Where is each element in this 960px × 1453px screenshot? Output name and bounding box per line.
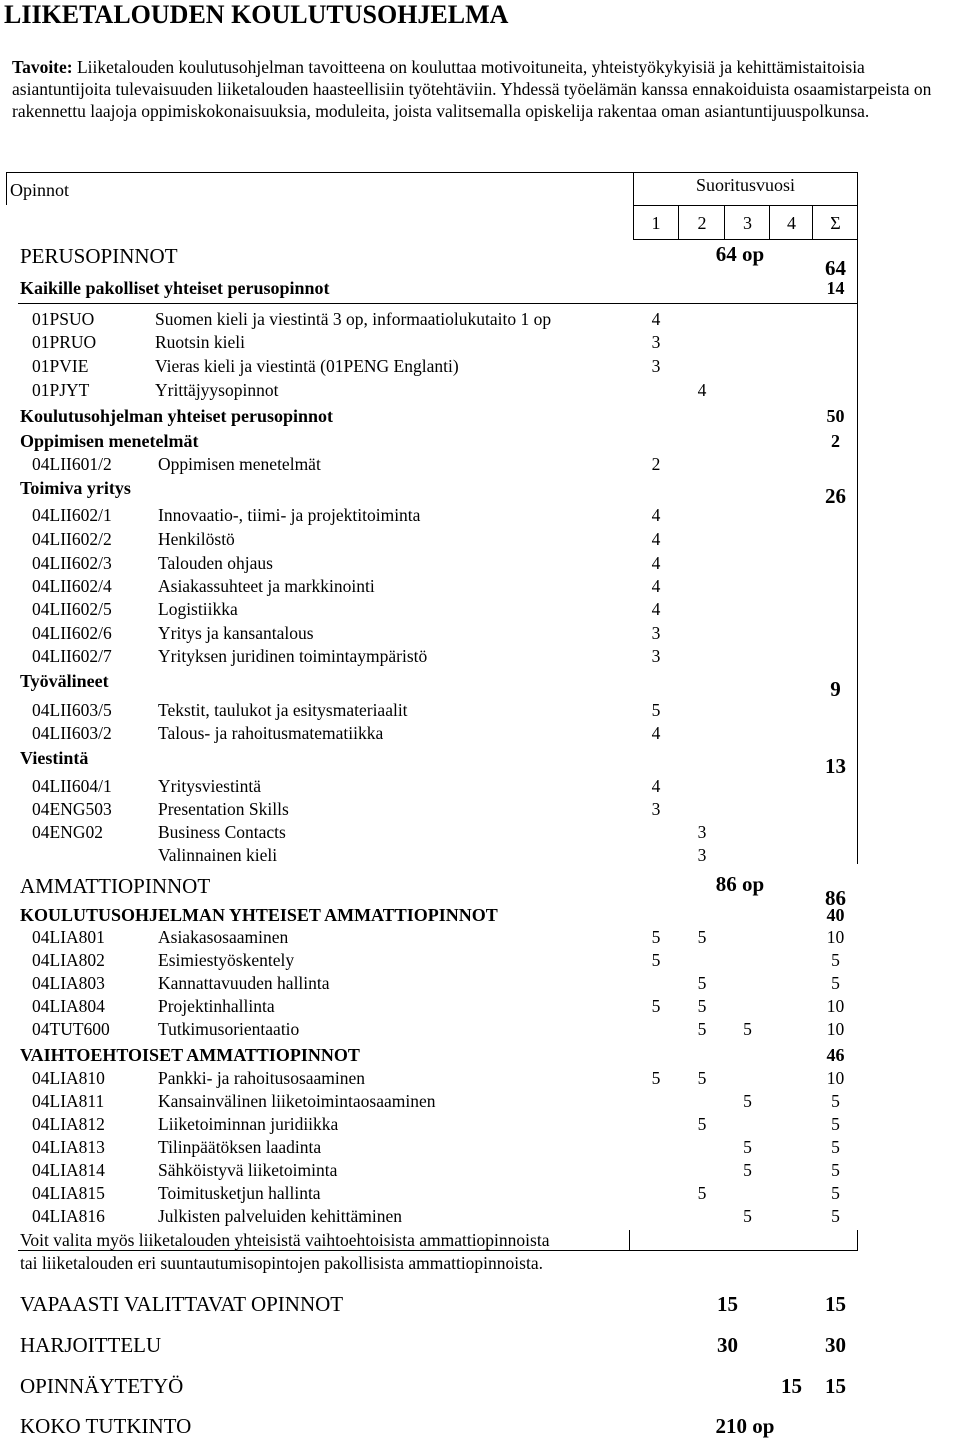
section-credits: 86 op — [715, 872, 765, 896]
course-code: 04ENG503 — [32, 799, 112, 819]
course-code: 01PVIE — [32, 356, 89, 376]
year-1-credits: 4 — [651, 723, 661, 743]
course-name: Kannattavuuden hallinta — [158, 973, 330, 993]
course-name: Liiketoiminnan juridiikka — [158, 1114, 339, 1134]
note-line-2: tai liiketalouden eri suuntautumisopintojen pakollisista ammattiopinnoista. — [20, 1253, 543, 1273]
year-1-credits: 3 — [651, 646, 661, 666]
year-3-credits: 5 — [743, 1137, 752, 1157]
year-2-credits: 5 — [697, 1183, 707, 1203]
group-name: KOULUTUSOHJELMAN YHTEISET AMMATTIOPINNOT — [20, 905, 498, 925]
course-name: Sähköistyvä liiketoiminta — [158, 1160, 338, 1180]
course-code: 04LII604/1 — [32, 776, 112, 796]
year-4-header: 4 — [787, 213, 796, 233]
opinnot-header: Opinnot — [10, 180, 70, 200]
year-3-credits: 5 — [743, 1091, 752, 1111]
course-name: Talous- ja rahoitusmatematiikka — [158, 723, 384, 743]
course-name: Suomen kieli ja viestintä 3 op, informaatiolukutaito 1 op — [155, 309, 552, 329]
year-1-credits: 4 — [651, 529, 661, 549]
year-2-credits: 5 — [697, 1019, 707, 1039]
year-2-credits: 3 — [697, 822, 707, 842]
course-code: 04ENG02 — [32, 822, 103, 842]
course-total: 10 — [826, 927, 845, 947]
note-line-1: Voit valita myös liiketalouden yhteisistä vaihtoehtoisista ammattiopinnoista — [20, 1230, 550, 1250]
year-1-credits: 4 — [651, 776, 661, 796]
year-1-credits: 4 — [651, 309, 661, 329]
year-2-header: 2 — [697, 213, 707, 233]
course-total: 5 — [831, 1091, 840, 1111]
year-1-credits: 4 — [651, 553, 661, 573]
year-3-credits: 5 — [743, 1160, 752, 1180]
course-code: 01PRUO — [32, 332, 97, 352]
course-code: 01PSUO — [32, 309, 95, 329]
summary-name: KOKO TUTKINTO — [20, 1414, 192, 1438]
group-name: Koulutusohjelman yhteiset perusopinnot — [20, 406, 334, 426]
course-name: Esimiestyöskentely — [158, 950, 295, 970]
group-total: 13 — [825, 754, 846, 778]
course-name: Tutkimusorientaatio — [158, 1019, 300, 1039]
course-name: Toimitusketjun hallinta — [158, 1183, 321, 1203]
year-2-credits: 4 — [697, 380, 707, 400]
course-name: Innovaatio-, tiimi- ja projektitoiminta — [158, 505, 421, 525]
course-code: 04LIA815 — [32, 1183, 105, 1203]
summary-total: 15 — [825, 1292, 846, 1316]
course-name: Ruotsin kieli — [155, 332, 245, 352]
section-total: 64 — [825, 256, 846, 280]
course-total: 5 — [831, 1137, 840, 1157]
group-name: Työvälineet — [20, 671, 109, 691]
group-total: 14 — [826, 278, 845, 298]
course-code: 04LII603/2 — [32, 723, 112, 743]
course-total: 5 — [831, 950, 840, 970]
summary-name: VAPAASTI VALITTAVAT OPINNOT — [20, 1292, 344, 1316]
intro-text: Liiketalouden koulutusohjelman tavoitteena on kouluttaa motivoituneita, yhteistyökykyisiä ja kehittämistaitoisia asiantuntijoita tulevaisuuden liiketalouden haasteellisiin työtehtäviin. Yhdessä työelämän kanssa ennakoiduista osaamistarpeista on rakennettu laajoja oppimiskokonaisuuksia, moduleita, joista valitsemalla opiskelija rakentaa oman asiantuntijuuspolkunsa. — [12, 57, 932, 121]
year-1-credits: 3 — [651, 332, 661, 352]
year-1-credits: 5 — [651, 700, 661, 720]
course-code: 04LII603/5 — [32, 700, 112, 720]
group-name: Kaikille pakolliset yhteiset perusopinnot — [20, 278, 330, 298]
course-code: 04LII602/5 — [32, 599, 112, 619]
summary-name: HARJOITTELU — [20, 1333, 162, 1357]
course-code: 04LIA803 — [32, 973, 105, 993]
page-title: LIIKETALOUDEN KOULUTUSOHJELMA — [4, 0, 509, 29]
summary-credits: 30 — [717, 1333, 738, 1357]
section-name: PERUSOPINNOT — [20, 244, 178, 268]
year-1-credits: 5 — [651, 950, 661, 970]
sum-header: Σ — [830, 213, 841, 233]
group-total: 2 — [831, 431, 840, 451]
course-total: 10 — [826, 996, 845, 1016]
course-name: Tilinpäätöksen laadinta — [158, 1137, 322, 1157]
course-total: 10 — [826, 1019, 845, 1039]
year-1-credits: 4 — [651, 599, 661, 619]
group-total: 46 — [826, 1045, 845, 1065]
course-total: 5 — [831, 1206, 840, 1226]
intro-paragraph — [12, 56, 957, 122]
group-total: 26 — [825, 484, 846, 508]
course-code: 04LII602/7 — [32, 646, 112, 666]
course-name: Pankki- ja rahoitusosaaminen — [158, 1068, 366, 1088]
year-2-credits: 5 — [697, 996, 707, 1016]
course-code: 04LIA811 — [32, 1091, 105, 1111]
group-total: 40 — [826, 905, 845, 925]
course-name: Asiakasosaaminen — [158, 927, 289, 947]
course-name: Kansainvälinen liiketoimintaosaaminen — [158, 1091, 436, 1111]
year-2-credits: 5 — [697, 1114, 707, 1134]
course-code: 04LIA804 — [32, 996, 105, 1016]
suoritusvuosi-header: Suoritusvuosi — [695, 175, 796, 195]
course-total: 5 — [831, 1183, 840, 1203]
course-total: 5 — [831, 973, 840, 993]
course-code: 04LII602/1 — [32, 505, 112, 525]
course-code: 04LII602/6 — [32, 623, 112, 643]
summary-total: 15 — [825, 1374, 846, 1398]
year-3-credits: 5 — [743, 1206, 752, 1226]
year-1-credits: 5 — [651, 1068, 661, 1088]
group-total: 50 — [826, 406, 845, 426]
group-total: 9 — [830, 677, 841, 701]
year-2-credits: 5 — [697, 927, 707, 947]
course-code: 04LIA810 — [32, 1068, 105, 1088]
year-1-credits: 5 — [651, 996, 661, 1016]
year-1-credits: 3 — [651, 356, 661, 376]
section-total: 86 — [825, 886, 846, 910]
course-code: 04LIA813 — [32, 1137, 105, 1157]
group-name: Oppimisen menetelmät — [20, 431, 199, 451]
course-name: Yritysviestintä — [158, 776, 262, 796]
course-code: 04LIA812 — [32, 1114, 105, 1134]
course-code: 04LII602/4 — [32, 576, 112, 596]
year-1-credits: 3 — [651, 799, 661, 819]
course-code: 04LIA802 — [32, 950, 105, 970]
year-2-credits: 3 — [697, 845, 707, 865]
year-1-credits: 2 — [651, 454, 661, 474]
course-code: 04LIA816 — [32, 1206, 105, 1226]
group-name: VAIHTOEHTOISET AMMATTIOPINNOT — [20, 1045, 360, 1065]
course-code: 04LII601/2 — [32, 454, 112, 474]
course-name: Yritys ja kansantalous — [158, 623, 314, 643]
course-name: Julkisten palveluiden kehittäminen — [158, 1206, 402, 1226]
course-name: Talouden ohjaus — [158, 553, 273, 573]
summary-credits: 15 — [781, 1374, 802, 1398]
course-name: Yrittäjyysopinnot — [155, 380, 279, 400]
year-1-header: 1 — [651, 213, 661, 233]
course-name: Presentation Skills — [158, 799, 289, 819]
course-name: Tekstit, taulukot ja esitysmateriaalit — [158, 700, 408, 720]
section-credits: 64 op — [715, 242, 765, 266]
course-name: Valinnainen kieli — [158, 845, 278, 865]
year-1-credits: 4 — [651, 576, 661, 596]
year-3-header: 3 — [743, 213, 752, 233]
course-name: Logistiikka — [158, 599, 238, 619]
course-name: Business Contacts — [158, 822, 286, 842]
course-name: Henkilöstö — [158, 529, 235, 549]
course-code: 04LIA801 — [32, 927, 105, 947]
course-name: Projektinhallinta — [158, 996, 275, 1016]
year-2-credits: 5 — [697, 1068, 707, 1088]
course-name: Asiakassuhteet ja markkinointi — [158, 576, 375, 596]
course-total: 10 — [826, 1068, 845, 1088]
course-name: Vieras kieli ja viestintä (01PENG Englanti) — [155, 356, 459, 376]
summary-credits: 210 op — [715, 1414, 775, 1438]
year-3-credits: 5 — [743, 1019, 752, 1039]
course-code: 01PJYT — [32, 380, 90, 400]
group-name: Viestintä — [20, 748, 89, 768]
course-name: Yrityksen juridinen toimintaympäristö — [158, 646, 428, 666]
section-name: AMMATTIOPINNOT — [20, 874, 211, 898]
summary-credits: 15 — [717, 1292, 738, 1316]
intro-label: Tavoite: — [12, 57, 73, 77]
year-1-credits: 5 — [651, 927, 661, 947]
course-code: 04LII602/3 — [32, 553, 112, 573]
course-name: Oppimisen menetelmät — [158, 454, 321, 474]
course-code: 04LIA814 — [32, 1160, 105, 1180]
summary-name: OPINNÄYTETYÖ — [20, 1374, 184, 1398]
course-total: 5 — [831, 1114, 840, 1134]
course-total: 5 — [831, 1160, 840, 1180]
course-code: 04LII602/2 — [32, 529, 112, 549]
year-1-credits: 4 — [651, 505, 661, 525]
summary-total: 30 — [825, 1333, 846, 1357]
group-name: Toimiva yritys — [20, 478, 131, 498]
year-1-credits: 3 — [651, 623, 661, 643]
course-code: 04TUT600 — [32, 1019, 110, 1039]
year-2-credits: 5 — [697, 973, 707, 993]
